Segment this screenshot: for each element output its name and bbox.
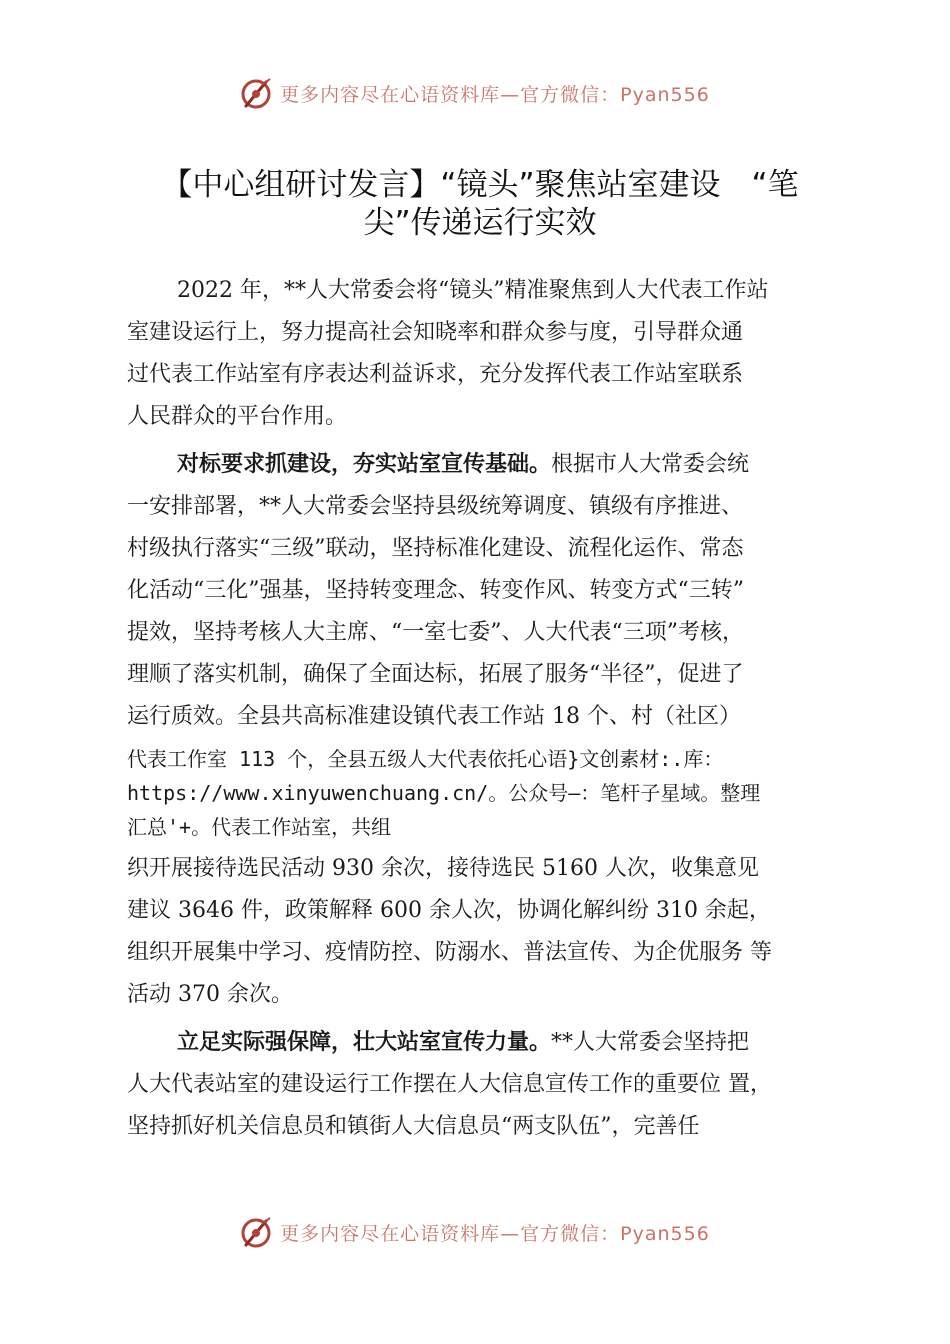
text-line: 织开展接待选民活动 930 余次，接待选民 5160 人次，收集意见 — [127, 856, 759, 881]
text-line: 提效，坚持考核人大主席、“一室七委”、人大代表“三项”考核， — [127, 620, 744, 645]
brush-logo-icon — [240, 76, 274, 110]
section-lead: 对标要求抓建设，夯实站室宣传基础。 — [177, 452, 552, 477]
section-lead: 立足实际强保障，壮大站室宣传力量。 — [177, 1030, 552, 1055]
text-line: 汇总'+。代表工作站室，共组 — [127, 815, 392, 839]
title-line-1: 【中心组研讨发言】“镜头”聚焦站室建设 “笔 — [161, 167, 799, 203]
text-line: 村级执行落实“三级”联动，坚持标准化建设、流程化运作、常态 — [127, 536, 744, 561]
text-line: 运行质效。全县共高标准建设镇代表工作站 18 个、村（社区） — [127, 704, 741, 729]
text-line: 活动 370 余次。 — [127, 982, 293, 1007]
text-line: 建议 3646 件，政策解释 600 余人次，协调化解纠纷 310 余起， — [127, 898, 771, 923]
text-line: 一安排部署，**人大常委会坚持县级统筹调度、镇级有序推进、 — [127, 494, 744, 519]
footer-banner — [0, 1212, 950, 1252]
text-line: 2022 年，**人大常委会将“镜头”精准聚焦到人大代表工作站 — [177, 278, 769, 303]
text-line: 过代表工作站室有序表达利益诉求，充分发挥代表工作站室联系 — [127, 362, 744, 387]
text-line — [127, 444, 842, 486]
text-span: 根据市人大常委会统 — [551, 452, 750, 477]
banner-text: 更多内容尽在心语资料库—官方微信：Pyan556 — [280, 83, 710, 106]
text-line: 化活动“三化”强基，坚持转变理念、转变作风、转变方式“三转” — [127, 578, 744, 603]
text-line: https://www.xinyuwenchuang.cn/。公众号—：笔杆子星域。整理 — [127, 781, 761, 805]
header-banner — [0, 73, 950, 113]
text-line — [127, 1022, 842, 1064]
title-line-2: 尖”传递运行实效 — [363, 205, 597, 241]
text-line: 人民群众的平台作用。 — [127, 404, 348, 429]
text-line: 人大代表站室的建设运行工作摆在人大信息宣传工作的重要位 置， — [127, 1072, 772, 1097]
text-line: 坚持抓好机关信息员和镇街人大信息员“两支队伍”，完善任 — [127, 1114, 700, 1139]
text-span: **人大常委会坚持把 — [551, 1030, 750, 1055]
brush-logo-icon — [240, 1215, 274, 1249]
text-line: 组织开展集中学习、疫情防控、防溺水、普法宣传、为企优服务 等 — [127, 940, 772, 965]
banner-text: 更多内容尽在心语资料库—官方微信：Pyan556 — [280, 1222, 710, 1245]
text-line: 理顺了落实机制，确保了全面达标，拓展了服务“半径”，促进了 — [127, 662, 744, 687]
text-line: 代表工作室 113 个，全县五级人大代表依托心语}文创素材:.库： — [127, 747, 724, 771]
page-title — [120, 166, 840, 242]
document-body — [127, 270, 842, 1148]
text-line: 室建设运行上，努力提高社会知晓率和群众参与度，引导群众通 — [127, 320, 744, 345]
